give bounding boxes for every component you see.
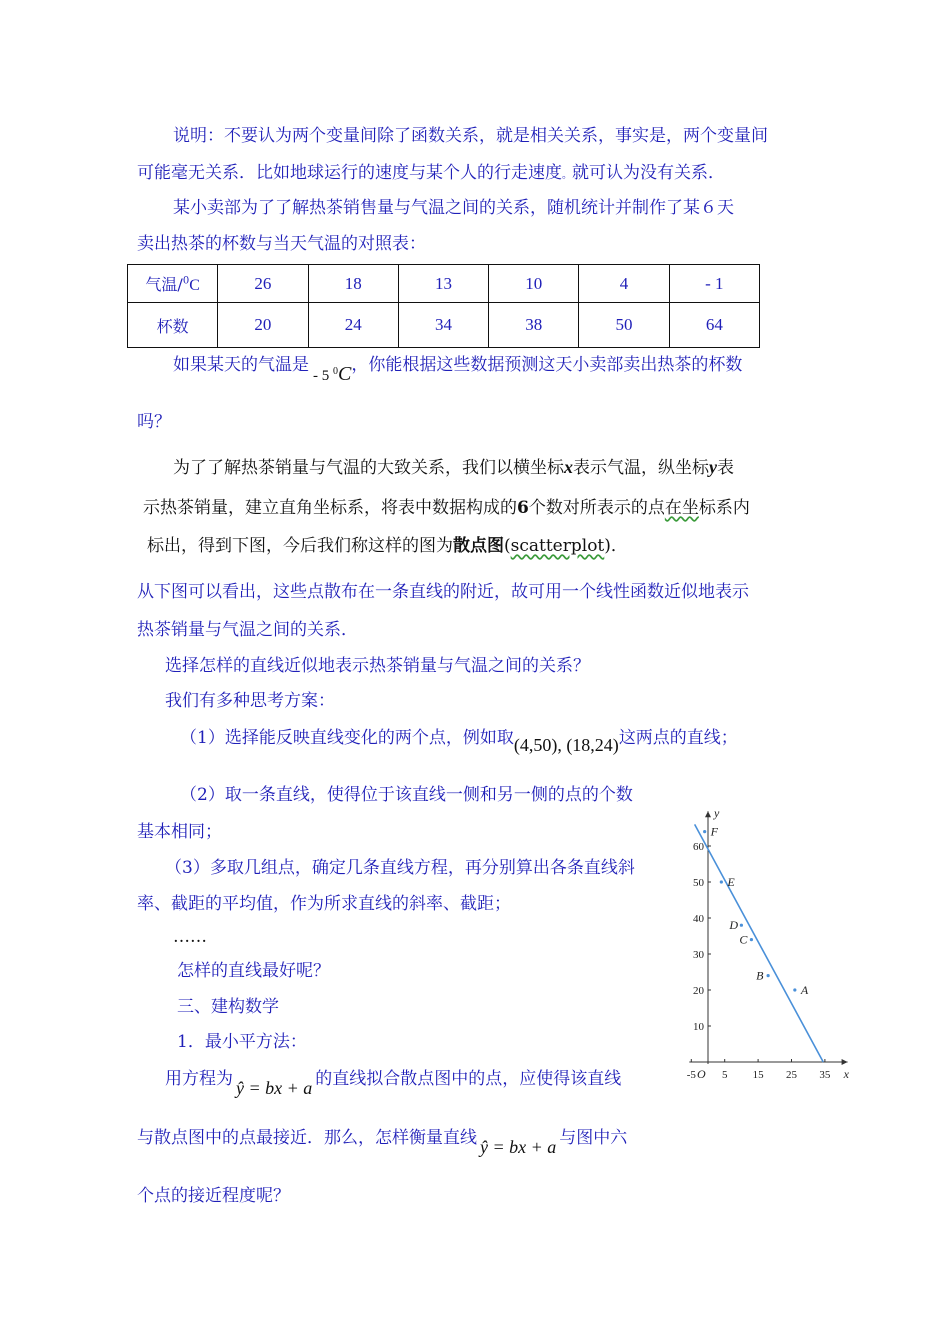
intro-line-1: 某小卖部为了了解热茶销售量与气温之间的关系，随机统计并制作了某６天 [173, 198, 734, 218]
question-line-2: 吗？ [137, 412, 171, 432]
table-cell: 18 [308, 265, 398, 303]
coord-line-3: 标出，得到下图，今后我们称这样的图为散点图(scatterplot)． [147, 536, 628, 556]
data-point-c [750, 938, 753, 941]
x-tick-label: 35 [819, 1069, 831, 1081]
table-header-cups: 杯数 [128, 303, 218, 348]
plan-2-line-2: 基本相同； [137, 822, 222, 842]
point-label-b: B [756, 968, 764, 983]
section-3-heading: 三、建构数学 [177, 997, 279, 1017]
table-cell: 10 [489, 265, 579, 303]
table-cell: - 1 [669, 265, 759, 303]
x-tick-label: -5 [686, 1069, 696, 1081]
y-tick-label: 50 [693, 877, 704, 889]
table-cell: 34 [398, 303, 488, 348]
table-row-cups [128, 303, 760, 348]
data-point-b [767, 974, 770, 977]
point-label-c: C [739, 932, 748, 947]
temperature-cups-table [127, 264, 760, 348]
choose-line: 选择怎样的直线近似地表示热茶销量与气温之间的关系？ [165, 656, 590, 676]
table-cell: 13 [398, 265, 488, 303]
note-line-2: 可能毫无关系．比如地球运行的速度与某个人的行走速度。就可认为没有关系． [137, 163, 725, 183]
y-tick-label: 20 [693, 985, 704, 997]
y-tick-label: 10 [693, 1021, 704, 1033]
table-cell: 50 [579, 303, 669, 348]
y-axis-label: y [714, 806, 720, 821]
plan-3-line-1: （3）多取几组点，确定几条直线方程，再分别算出各条直线斜 [165, 858, 635, 878]
x-tick-label: 15 [752, 1069, 764, 1081]
least-squares-heading: 1．最小平方法： [177, 1032, 307, 1052]
intro-line-2: 卖出热茶的杯数与当天气温的对照表： [137, 234, 426, 254]
observation-line-1: 从下图可以看出，这些点散布在一条直线的附近，故可用一个线性函数近似地表示 [137, 582, 749, 602]
table-cell: 24 [308, 303, 398, 348]
data-point-d [740, 924, 743, 927]
observation-line-2: 热茶销量与气温之间的关系． [137, 620, 358, 640]
x-tick-label: 5 [721, 1069, 728, 1081]
point-label-f: F [710, 824, 719, 839]
table-row-temperature [128, 265, 760, 303]
regression-equation: ŷ = bx + a [236, 1078, 313, 1098]
y-axis-arrow [705, 811, 711, 817]
plans-line: 我们有多种思考方案： [165, 691, 335, 711]
plan-1-line: （1）选择能反映直线变化的两个点，例如取(4,50), (18,24)这两点的直线； [180, 728, 738, 755]
table-cell: 64 [669, 303, 759, 348]
fit-line [695, 824, 824, 1062]
coord-line-2: 示热茶销量，建立直角坐标系，将表中数据构成的6个数对所表示的点在坐标系内 [143, 498, 750, 518]
point-label-a: A [800, 983, 809, 997]
table-cell: 20 [218, 303, 308, 348]
x-tick-label: 25 [786, 1069, 797, 1081]
table-cell: 4 [579, 265, 669, 303]
table-cell: 38 [489, 303, 579, 348]
y-tick-label: 30 [693, 949, 704, 961]
question-line-1: 如果某天的气温是- 5 $^0$C，你能根据这些数据预测这天小卖部卖出热茶的杯数 [173, 355, 743, 385]
best-line-question: 怎样的直线最好呢？ [177, 961, 330, 981]
plan-1-points: (4,50), (18,24) [513, 735, 619, 755]
temperature-value: - 5 $^0$C [313, 363, 352, 385]
data-point-e [720, 880, 723, 883]
table-header-temperature: 气温/$^0$C [128, 265, 218, 303]
ellipsis: …… [173, 927, 207, 947]
point-label-e: E [727, 875, 735, 889]
table-cell: 26 [218, 265, 308, 303]
y-tick-label: 40 [693, 913, 704, 925]
note-line-1: 说明：不要认为两个变量间除了函数关系，就是相关关系，事实是，两个变量间 [173, 126, 768, 146]
point-label-d: D [729, 918, 739, 933]
data-point-f [703, 830, 706, 833]
x-axis-label: x [843, 1067, 849, 1081]
least-squares-line-2: 与散点图中的点最接近．那么，怎样衡量直线 ŷ = bx + a 与图中六 [137, 1128, 628, 1157]
least-squares-line-3: 个点的接近程度呢？ [137, 1186, 290, 1206]
plan-2-line-1: （2）取一条直线，使得位于该直线一侧和另一侧的点的个数 [180, 785, 633, 805]
regression-equation: ŷ = bx + a [480, 1137, 557, 1157]
y-tick-label: 60 [693, 841, 704, 853]
scatter-plot [680, 804, 850, 1094]
least-squares-line-1: 用方程为 ŷ = bx + a 的直线拟合散点图中的点，应使得该直线 [165, 1069, 622, 1098]
plan-3-line-2: 率、截距的平均值，作为所求直线的斜率、截距； [137, 894, 511, 914]
x-axis-arrow [842, 1059, 848, 1065]
origin-label: O [697, 1067, 706, 1081]
coord-line-1: 为了了解热茶销量与气温的大致关系，我们以横坐标x表示气温，纵坐标y表 [173, 457, 734, 478]
data-point-a [793, 988, 796, 991]
